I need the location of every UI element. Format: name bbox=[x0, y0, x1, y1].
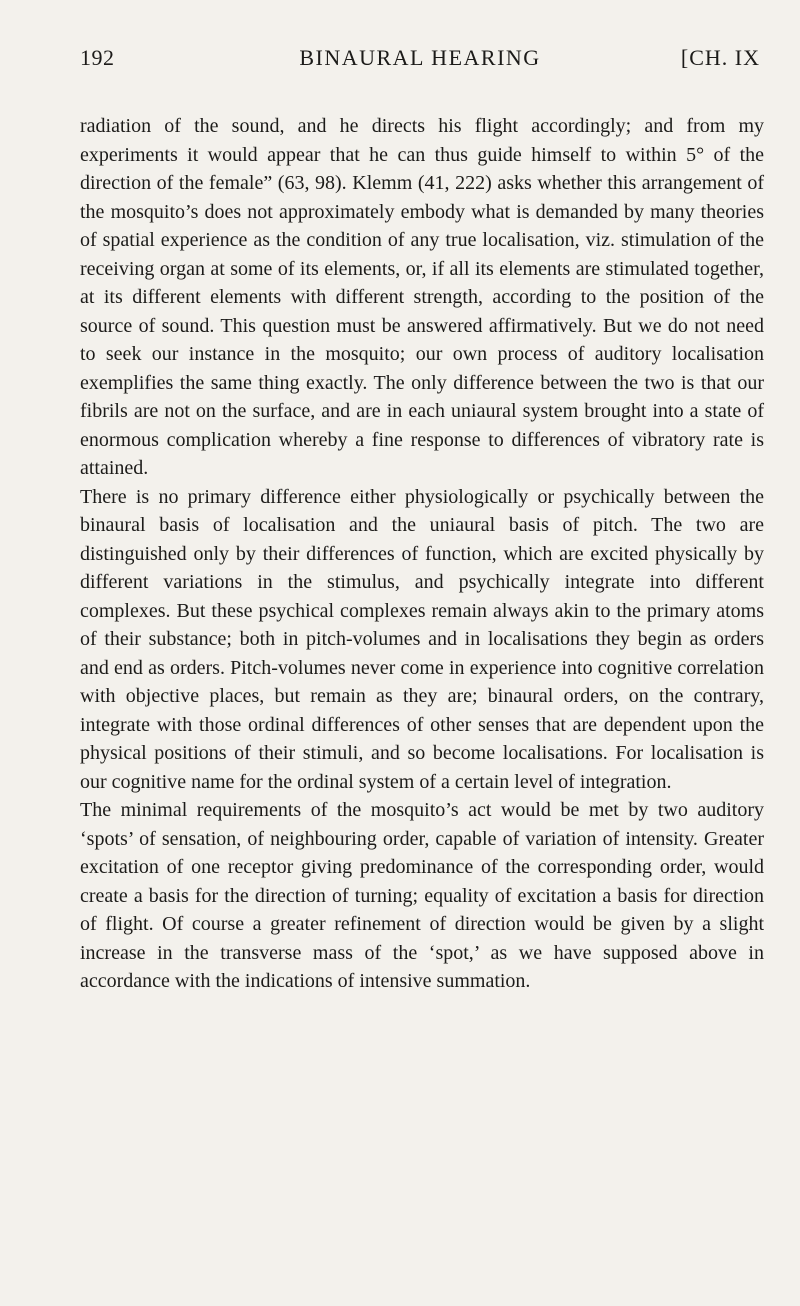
page-number: 192 bbox=[80, 45, 115, 70]
paragraph-1: radiation of the sound, and he directs his flight accordingly; and from my experiments it would appear that he can thus guide himself to within 5° of the direction of the female” (63, 98). Klemm (41, 222) asks whether this arrangement of the mosquito’s does not approximately embody what is demanded by many theories of spatial experience as the condition of any true localisation, viz. stimulation of the receiving organ at some of its elements, or, if all its elements are stimulated together, at its different elements with different strength, according to the position of the source of sound. This question must be answered affirmatively. But we do not need to seek our instance in the mosquito; our own process of auditory localisation exemplifies the same thing exactly. The only difference between the two is that our fibrils are not on the surface, and are in each uniaural system brought into a state of enormous complication whereby a fine response to differences of vibratory rate is attained. bbox=[80, 115, 764, 479]
page-header bbox=[80, 45, 760, 79]
paragraph-3: The minimal requirements of the mosquito’s act would be met by two auditory ‘spots’ of sensation, of neighbouring order, capable of variation of intensity. Greater excitation of one receptor giving predominance of the corresponding order, would create a basis for the direction of turning; equality of excitation a basis for direction of flight. Of course a greater refinement of direction would be given by a slight increase in the transverse mass of the ‘spot,’ as we have supposed above in accordance with the indications of intensive summation. bbox=[80, 799, 764, 992]
chapter-reference: [CH. IX bbox=[680, 45, 760, 70]
running-title: BINAURAL HEARING bbox=[299, 45, 541, 70]
body-text bbox=[80, 112, 764, 996]
paragraph-2: There is no primary difference either physiologically or psychically between the binaural basis of localisation and the uniaural basis of pitch. The two are distinguished only by their differences of function, which are excited physically by different variations in the stimulus, and psychically integrate into different complexes. But these psychical complexes remain always akin to the primary atoms of their substance; both in pitch-volumes and in localisations they begin as orders and end as orders. Pitch-volumes never come in experience into cognitive correlation with objective places, but remain as they are; binaural orders, on the contrary, integrate with those ordinal differences of other senses that are dependent upon the physical positions of their stimuli, and so become localisations. For localisation is our cognitive name for the ordinal system of a certain level of integration. bbox=[80, 485, 764, 793]
